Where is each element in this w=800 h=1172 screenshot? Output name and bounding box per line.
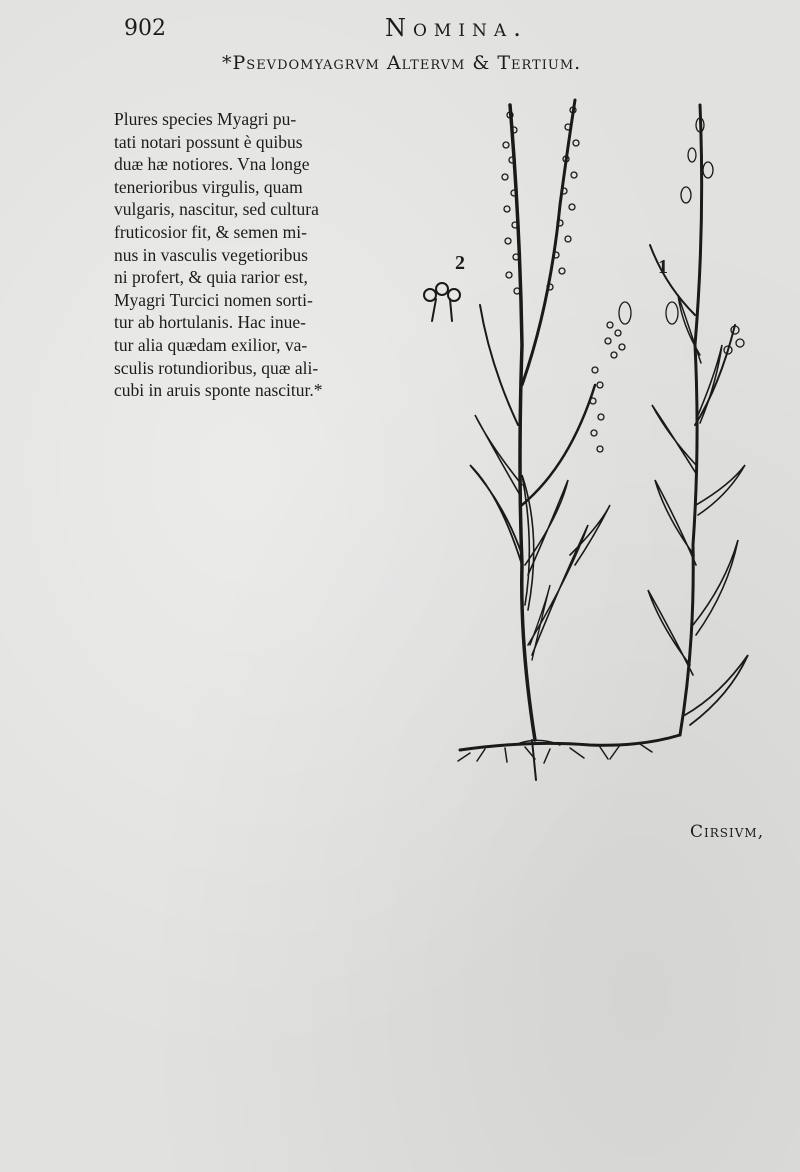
text-line: tur ab hortulanis. Hac inue- [114,312,306,333]
text-line: vulgaris, nascitur, sed cultura [114,199,319,220]
running-head: Nomina. [385,14,528,42]
body-text [114,108,404,402]
text-line: Myagri Turcici nomen sorti- [114,289,313,310]
text-line: cubi in aruis sponte nascitur.* [114,380,323,401]
figure-label-1: 1 [658,256,668,278]
text-line: nus in vasculis vegetioribus [114,244,308,265]
text-line: sculis rotundioribus, quæ ali- [114,357,319,378]
page-number: 902 [124,16,166,41]
catchword: Cirsivm, [690,822,765,842]
text-line: duæ hæ notiores. Vna longe [114,154,310,175]
figure-label-2: 2 [455,252,465,274]
text-line: tur alia quædam exilior, va- [114,334,308,355]
entry-title: *Psevdomyagrvm Altervm & Tertium. [222,52,582,74]
text-line: ni profert, & quia rarior est, [114,267,308,288]
text-line: tati notari possunt è quibus [114,131,303,152]
botanical-woodcut-illustration [410,85,770,795]
text-line: Plures species Myagri pu- [114,109,297,129]
text-line: tenerioribus virgulis, quam [114,176,303,197]
text-line: fruticosior fit, & semen mi- [114,221,307,242]
